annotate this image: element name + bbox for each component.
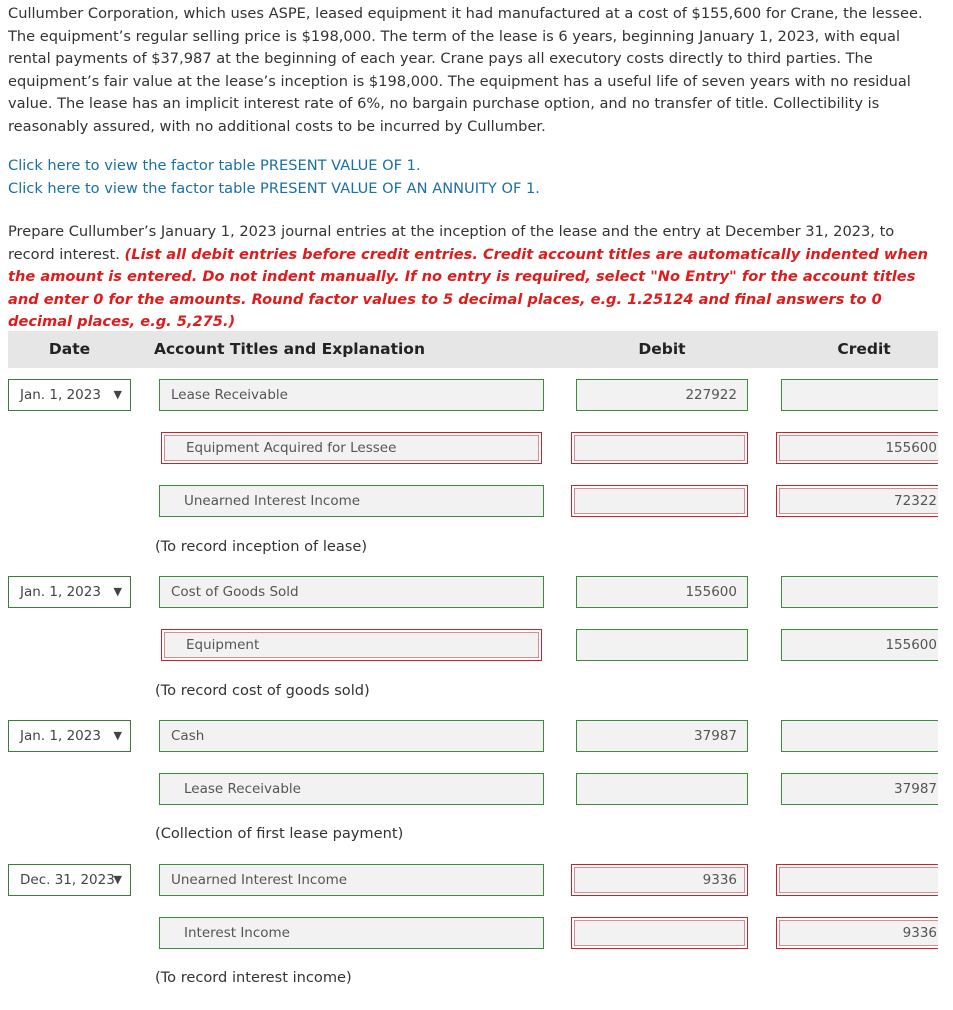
date-select[interactable] [8,864,131,896]
credit-column-header: Credit [837,340,891,358]
present-value-of-1-link[interactable]: Click here to view the factor table PRESENT VALUE OF 1. [8,157,421,174]
account-input[interactable]: Unearned Interest Income [159,485,544,517]
entry-explanation: (To record cost of goods sold) [155,682,370,699]
credit-input[interactable]: 155600 [781,629,938,661]
debit-column-header: Debit [638,340,686,358]
debit-input[interactable]: 227922 [576,379,748,411]
debit-input[interactable] [576,773,748,805]
date-select-value: Dec. 31, 2023 [20,872,115,888]
date-select[interactable] [8,720,131,752]
credit-input[interactable]: 9336 [776,917,938,949]
credit-input[interactable] [781,576,938,608]
date-select-value: Jan. 1, 2023 [20,584,101,600]
entry-explanation: (Collection of first lease payment) [155,825,404,842]
debit-input[interactable] [571,917,748,949]
credit-input[interactable] [781,720,938,752]
account-input[interactable]: Cost of Goods Sold [159,576,544,608]
credit-input[interactable] [781,379,938,411]
chevron-down-icon: ▼ [113,873,122,886]
debit-input[interactable]: 9336 [571,864,748,896]
instructions-text: Prepare Cullumber’s January 1, 2023 journal entries at the inception of the lease and the entry at December 31, 2023, to record interest. [8,223,895,263]
present-value-annuity-link[interactable]: Click here to view the factor table PRESENT VALUE OF AN ANNUITY OF 1. [8,179,540,197]
account-input[interactable]: Equipment Acquired for Lessee [161,432,542,464]
debit-input[interactable]: 37987 [576,720,748,752]
debit-input[interactable]: 155600 [576,576,748,608]
entry-explanation: (To record inception of lease) [155,538,368,555]
account-input[interactable]: Interest Income [159,917,544,949]
account-column-header: Account Titles and Explanation [154,340,425,358]
date-select-value: Jan. 1, 2023 [20,728,101,744]
date-select-value: Jan. 1, 2023 [20,387,101,403]
account-input[interactable]: Lease Receivable [159,773,544,805]
credit-input[interactable]: 155600 [776,432,938,464]
debit-input[interactable] [576,629,748,661]
credit-input[interactable]: 37987 [781,773,938,805]
chevron-down-icon: ▼ [113,585,122,598]
chevron-down-icon: ▼ [113,388,122,401]
credit-input[interactable]: 72322 [776,485,938,517]
date-column-header: Date [48,340,91,358]
chevron-down-icon: ▼ [113,729,122,742]
account-input[interactable]: Cash [159,720,544,752]
credit-input[interactable] [776,864,938,896]
entry-explanation: (To record interest income) [155,969,352,986]
account-input[interactable]: Lease Receivable [159,379,544,411]
account-input[interactable]: Unearned Interest Income [159,864,544,896]
instructions-note: (List all debit entries before credit entries. Credit account titles are automatically indented when the amount is entered. Do not indent manually. If no entry is required, select "No Entry" for the account titles and enter 0 for the amounts. Round factor values to 5 decimal places, e.g. 1.25124 and final answers to 0 decimal places, e.g. 5,275.) [8,245,928,330]
problem-text: Cullumber Corporation, which uses ASPE, leased equipment it had manufactured at a cost of $155,600 for Crane, the lessee. The equipment’s regular selling price is $198,000. The term of the lease is 6 years, beginning January 1, 2023, with equal rental payments of $37,987 at the beginning of each year. Crane pays all executory costs directly to third parties. The equipment’s fair value at the lease’s inception is $198,000. The equipment has a useful life of seven years with no residual value. The lease has an implicit interest rate of 6%, no bargain purchase option, and no transfer of title. Collectibility is reasonably assured, with no additional costs to be incurred by Cullumber. [8,5,923,135]
account-input[interactable]: Equipment [161,629,542,661]
debit-input[interactable] [571,432,748,464]
date-select[interactable] [8,576,131,608]
date-select[interactable] [8,379,131,411]
debit-input[interactable] [571,485,748,517]
